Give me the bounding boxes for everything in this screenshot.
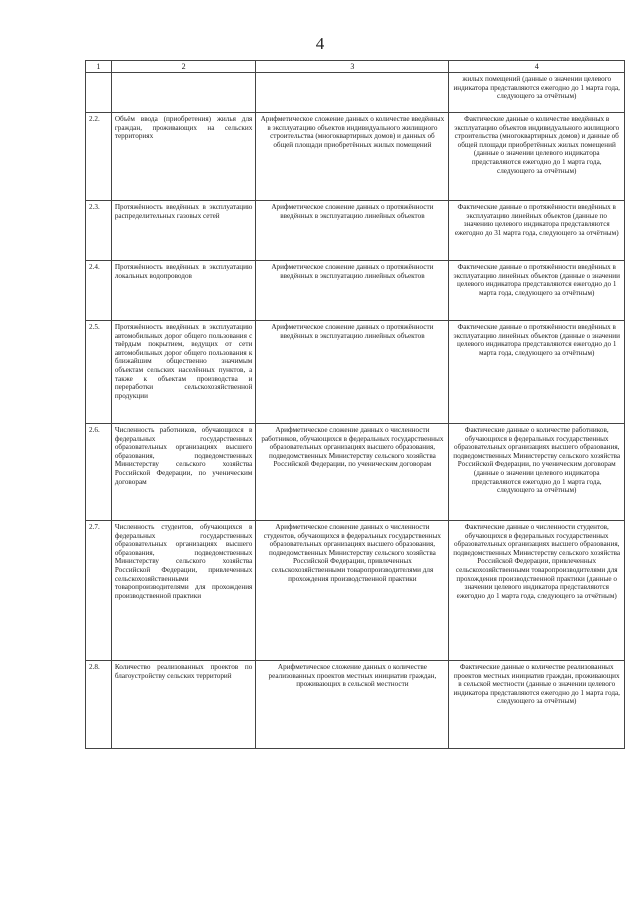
header-col-3: 3 xyxy=(256,61,449,73)
row-number: 2.2. xyxy=(86,113,112,201)
data-source: Фактические данные о количестве работников, обучающихся в федеральных государственных образовательных организациях высшего образования, подведомственных Министерству сельского хозяйства Российской Федерации, по ученическим договорам (данные о значении целевого индикатора представляются ежегодно до 1 марта года, следующего за отчётным) xyxy=(449,424,625,521)
table-row xyxy=(86,113,625,201)
indicator-name: Количество реализованных проектов по благоустройству сельских территорий xyxy=(111,661,256,749)
header-col-1: 1 xyxy=(86,61,112,73)
continuation-name-cell xyxy=(111,73,256,113)
row-number: 2.4. xyxy=(86,261,112,321)
data-source: Фактические данные о количестве введённых в эксплуатацию объектов индивидуального жилищного строительства (многоквартирных домов) и данные об общей площади приобретённых жилых помещений (данные о значении целевого индикатора представляются ежегодно до 1 марта года, следующего за отчётным) xyxy=(449,113,625,201)
row-number: 2.3. xyxy=(86,201,112,261)
table-row xyxy=(86,261,625,321)
table-row xyxy=(86,201,625,261)
data-source: Фактические данные о протяжённости введённых в эксплуатацию линейных объектов (данные о значении целевого индикатора представляются ежегодно до 1 марта года, следующего за отчётным) xyxy=(449,321,625,424)
continuation-num-cell xyxy=(86,73,112,113)
header-col-2: 2 xyxy=(111,61,256,73)
calculation-method: Арифметическое сложение данных о количестве введённых в эксплуатацию объектов индивидуального жилищного строительства (многоквартирных домов) и данных об общей площади приобретённых жилых помещений xyxy=(256,113,449,201)
data-source: Фактические данные о протяжённости введённых в эксплуатацию линейных объектов (данные о значении целевого индикатора представляются ежегодно до 1 марта года, следующего за отчётным) xyxy=(449,261,625,321)
table-row xyxy=(86,424,625,521)
row-number: 2.5. xyxy=(86,321,112,424)
table-row xyxy=(86,521,625,661)
row-number: 2.6. xyxy=(86,424,112,521)
indicator-name: Численность работников, обучающихся в федеральных государственных образовательных организациях высшего образования, подведомственных Министерству сельского хозяйства Российской Федерации, по ученическим договорам xyxy=(111,424,256,521)
table-row xyxy=(86,321,625,424)
table-header-row xyxy=(86,61,625,73)
table-row xyxy=(86,661,625,749)
row-number: 2.7. xyxy=(86,521,112,661)
data-source: Фактические данные о численности студентов, обучающихся в федеральных государственных образовательных организациях высшего образования, подведомственных Министерству сельского хозяйства Российской Федерации, привлеченных сельскохозяйственными товаропроизводителями для прохождения производственной практики (данные о значении целевого индикатора представляются ежегодно до 1 марта года, следующего за отчётным) xyxy=(449,521,625,661)
continuation-source-cell: жилых помещений (данные о значении целевого индикатора представляются ежегодно до 1 марта года, следующего за отчётным) xyxy=(449,73,625,113)
data-source: Фактические данные о количестве реализованных проектов местных инициатив граждан, проживающих в сельской местности (данные о значении целевого индикатора представляются ежегодно до 1 марта года, следующего за отчётным) xyxy=(449,661,625,749)
indicator-name: Численность студентов, обучающихся в федеральных государственных образовательных организациях высшего образования, подведомственных Министерству сельского хозяйства Российской Федерации, привлеченных сельскохозяйственными товаропроизводителями для прохождения производственной практики xyxy=(111,521,256,661)
continuation-method-cell xyxy=(256,73,449,113)
indicator-name: Объём ввода (приобретения) жилья для граждан, проживающих на сельских территориях xyxy=(111,113,256,201)
calculation-method: Арифметическое сложение данных о численности студентов, обучающихся в федеральных государственных образовательных организациях высшего образования, подведомственных Министерству сельского хозяйства Российской Федерации, привлеченных сельскохозяйственными товаропроизводителями для прохождения производственной практики xyxy=(256,521,449,661)
calculation-method: Арифметическое сложение данных о количестве реализованных проектов местных инициатив граждан, проживающих в сельской местности xyxy=(256,661,449,749)
header-col-4: 4 xyxy=(449,61,625,73)
row-number: 2.8. xyxy=(86,661,112,749)
calculation-method: Арифметическое сложение данных о протяжённости введённых в эксплуатацию линейных объектов xyxy=(256,321,449,424)
page-number: 4 xyxy=(315,34,325,53)
calculation-method: Арифметическое сложение данных о численности работников, обучающихся в федеральных государственных образовательных организациях высшего образования, подведомственных Министерству сельского хозяйства Российской Федерации, по ученическим договорам xyxy=(256,424,449,521)
data-source: Фактические данные о протяжённости введённых в эксплуатацию линейных объектов (данные по значению целевого индикатора представляются ежегодно до 31 марта года, следующего за отчётным) xyxy=(449,201,625,261)
calculation-method: Арифметическое сложение данных о протяжённости введённых в эксплуатацию линейных объектов xyxy=(256,261,449,321)
indicators-table xyxy=(85,60,625,749)
indicator-name: Протяжённость введённых в эксплуатацию локальных водопроводов xyxy=(111,261,256,321)
continuation-row xyxy=(86,73,625,113)
indicator-name: Протяжённость введённых в эксплуатацию автомобильных дорог общего пользования с твёрдым покрытием, ведущих от сети автомобильных дорог общего пользования к ближайшим общественно значимым объектам сельских населённых пунктов, а также к объектам производства и переработки сельскохозяйственной продукции xyxy=(111,321,256,424)
calculation-method: Арифметическое сложение данных о протяжённости введённых в эксплуатацию линейных объектов xyxy=(256,201,449,261)
indicator-name: Протяжённость введённых в эксплуатацию распределительных газовых сетей xyxy=(111,201,256,261)
